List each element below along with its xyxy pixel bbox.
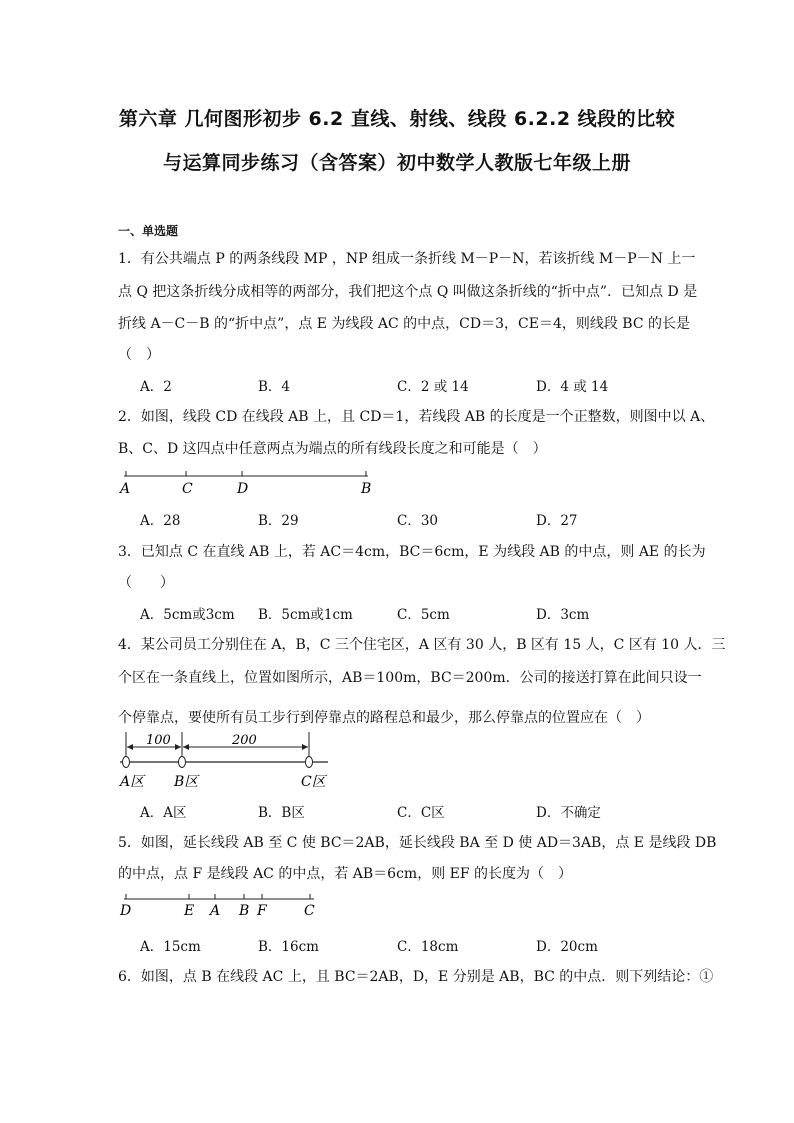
q2-option-d: D．27 bbox=[536, 513, 578, 529]
q2-label-c: C bbox=[182, 481, 193, 497]
q4-option-a: A．A区 bbox=[140, 805, 187, 821]
q5-label-d: D bbox=[120, 903, 132, 919]
q5-label-f: F bbox=[257, 903, 267, 919]
q4-text-line-3: 个停靠点，要使所有员工步行到停靠点的路程总和最少，那么停靠点的位置应在（ ） bbox=[118, 710, 650, 726]
q4-label-b: B区 bbox=[174, 774, 199, 790]
q2-text-line-2: B、C、D 这四点中任意两点为端点的所有线段长度之和可能是（ ） bbox=[118, 441, 547, 457]
q3-option-c: C．5cm bbox=[397, 607, 450, 623]
q1-text-line-4: （ ） bbox=[118, 347, 160, 363]
q3-option-a: A．5cm或3cm bbox=[140, 607, 235, 623]
q4-arrowhead bbox=[183, 744, 189, 750]
q5-label-b: B bbox=[239, 903, 250, 919]
q4-text-line-1: 4．某公司员工分别住在 A，B，C 三个住宅区，A 区有 30 人，B 区有 15 人，C 区有 10 人．三 bbox=[118, 637, 726, 653]
q2-label-a: A bbox=[120, 481, 131, 497]
q2-option-b: B．29 bbox=[258, 513, 299, 529]
q5-option-a: A．15cm bbox=[140, 939, 201, 955]
q4-diagram bbox=[118, 730, 348, 792]
q4-label-c: C区 bbox=[301, 774, 326, 790]
q2-diagram bbox=[118, 464, 388, 498]
page-title-line-2: 与运算同步练习（含答案）初中数学人教版七年级上册 bbox=[162, 152, 631, 174]
q5-option-d: D．20cm bbox=[536, 939, 598, 955]
q4-dim-label-bc: 200 bbox=[232, 733, 257, 748]
q5-label-c: C bbox=[304, 903, 315, 919]
q1-text-line-2: 点 Q 把这条折线分成相等的两部分，我们把这个点 Q 叫做这条折线的“折中点”．已知点 D 是 bbox=[118, 284, 698, 300]
q5-option-c: C．18cm bbox=[397, 939, 459, 955]
section-heading: 一、单选题 bbox=[118, 224, 179, 238]
q1-text-line-1: 1．有公共端点 P 的两条线段 MP ，NP 组成一条折线 M－P－N，若该折线 M－P－N 上一 bbox=[118, 251, 696, 267]
q4-option-b: B．B区 bbox=[258, 805, 305, 821]
q2-option-c: C．30 bbox=[397, 513, 439, 529]
q3-text-line-1: 3．已知点 C 在直线 AB 上，若 AC＝4cm，BC＝6cm，E 为线段 AB 的中点，则 AE 的长为 bbox=[118, 544, 706, 560]
q2-label-b: B bbox=[361, 481, 372, 497]
q1-option-c: C．2 或 14 bbox=[397, 379, 469, 395]
q1-option-b: B．4 bbox=[258, 379, 291, 395]
q4-arrowhead bbox=[127, 744, 133, 750]
q5-text-line-1: 5．如图，延长线段 AB 至 C 使 BC＝2AB，延长线段 BA 至 D 使 AD＝3AB，点 E 是线段 DB bbox=[118, 835, 717, 851]
q4-dim-label-ab: 100 bbox=[146, 733, 171, 748]
q2-label-d: D bbox=[237, 481, 249, 497]
q4-text-line-2: 个区在一条直线上，位置如图所示，AB＝100m，BC＝200m．公司的接送打算在此间只设一 bbox=[118, 670, 702, 686]
q1-text-line-3: 折线 A－C－B 的“折中点”，点 E 为线段 AC 的中点，CD＝3，CE＝4，则线段 BC 的长是 bbox=[118, 316, 691, 332]
q4-point-a bbox=[123, 757, 130, 768]
q3-option-d: D．3cm bbox=[536, 607, 590, 623]
q1-option-d: D．4 或 14 bbox=[536, 379, 609, 395]
q5-option-b: B．16cm bbox=[258, 939, 319, 955]
q4-label-a: A区 bbox=[120, 774, 145, 790]
q6-text-line-1: 6．如图，点 B 在线段 AC 上，且 BC＝2AB，D，E 分别是 AB，BC 的中点．则下列结论：① bbox=[118, 969, 714, 985]
page-title-line-1: 第六章 几何图形初步 6.2 直线、射线、线段 6.2.2 线段的比较 bbox=[118, 108, 676, 130]
q4-arrowhead bbox=[175, 744, 181, 750]
q4-option-d: D．不确定 bbox=[536, 805, 601, 821]
q4-arrowhead bbox=[302, 744, 308, 750]
q4-point-c bbox=[306, 757, 313, 768]
q5-label-e: E bbox=[184, 903, 195, 919]
q2-option-a: A．28 bbox=[140, 513, 181, 529]
q3-text-line-2: （ ） bbox=[118, 575, 174, 591]
q5-diagram bbox=[118, 890, 338, 924]
q2-text-line-1: 2．如图，线段 CD 在线段 AB 上，且 CD＝1，若线段 AB 的长度是一个正整数，则图中以 A、 bbox=[118, 409, 715, 425]
q4-option-c: C．C区 bbox=[397, 805, 445, 821]
q4-point-b bbox=[179, 757, 186, 768]
q3-option-b: B．5cm或1cm bbox=[258, 607, 353, 623]
q5-label-a: A bbox=[210, 903, 221, 919]
q5-text-line-2: 的中点，点 F 是线段 AC 的中点，若 AB＝6cm，则 EF 的长度为（ ） bbox=[118, 866, 573, 882]
q1-option-a: A．2 bbox=[140, 379, 172, 395]
